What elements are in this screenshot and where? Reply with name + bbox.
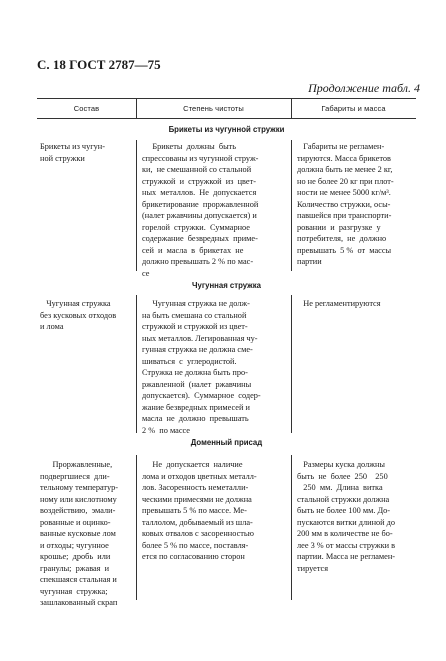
table-top-border [37, 98, 416, 99]
column-divider-2 [291, 455, 292, 600]
table-header-divider [37, 118, 416, 119]
column-header-composition: Состав [73, 104, 100, 113]
column-divider-1 [136, 295, 137, 433]
column-divider-1 [136, 455, 137, 600]
section-title-cast-iron-chips: Чугунная стружка [192, 281, 261, 290]
column-divider-1 [136, 140, 137, 271]
section-title-briquettes: Брикеты из чугунной стружки [168, 125, 285, 134]
blast-furnace-charge-purity: Не допускается наличие лома и отходов цветных металл- лов. Засоренность неметалли- ческими примесями не должна превышать 5 % по массе. Ме- таллолом, добываемый из шла- ковых отвалов с засоренностью более 5 % по массе, поставля- ется по согласованию сторон [142, 460, 257, 561]
section-title-blast-furnace-charge: Доменный присад [190, 438, 263, 447]
column-divider-2 [291, 295, 292, 433]
cast-iron-chips-dimensions: Не регламентируются [297, 299, 381, 308]
cast-iron-chips-composition: Чугунная стружка без кусковых отходов и лома [40, 299, 117, 331]
briquettes-composition: Брикеты из чугун- ной стружки [40, 142, 106, 163]
table-continuation-caption: Продолжение табл. 4 [308, 81, 420, 95]
page-title: С. 18 ГОСТ 2787—75 [37, 57, 161, 72]
column-header-purity: Степень чистоты [183, 104, 244, 113]
blast-furnace-charge-dimensions: Размеры куска должны быть не более 250 250 250 мм. Длина витка стальной стружки должна быть не более 100 мм. До- пускаются витки длиной до 200 мм в количестве не бо- лее 3 % от массы стружки в партии. Масса не регламен- тируется [297, 460, 396, 573]
briquettes-dimensions: Габариты не регламен- тируются. Масса брикетов должна быть не менее 2 кг, но не более 20 кг при плот- ности не менее 5000 кг/м³. Количество стружки, осы- павшейся при транспорти- ровании и разгрузке у потребителя, не должно превышать 5 % от массы партии [297, 142, 394, 266]
column-header-dimensions: Габариты и масса [321, 104, 386, 113]
briquettes-purity: Брикеты должны быть спрессованы из чугунной струж- ки, не смешанной со стальной стружкой и стружкой из цвет- ных металлов. Не допускается брикетирование проржавленной (налет ржавчины допускается) и горелой стружки. Суммарное содержание безвредных приме- сей и масла в брикетах не должно превышать 2 % по мас- се [142, 142, 259, 278]
blast-furnace-charge-composition: Проржавленные, подвергшиеся дли- тельному температур- ному или кислотному воздействию, эмали- рованные и оцинко- ванные кусковые лом и отходы; чугунное крошье; дробь или гранулы; ржавая и спекшаяся стальная и чугунная стружка; зашлакованный скрап [40, 460, 119, 607]
cast-iron-chips-purity: Чугунная стружка не долж- на быть смешана со стальной стружкой и стружкой из цвет- ных металлов. Легированная чу- гунная стружка не должна сме- шиваться с углеродистой. Стружка не должна быть про- ржавленной (налет ржавчины допускается). Суммарное содер- жание безвредных примесей и масла не должно превышать 2 % по массе [142, 299, 261, 435]
column-divider-2 [291, 140, 292, 271]
